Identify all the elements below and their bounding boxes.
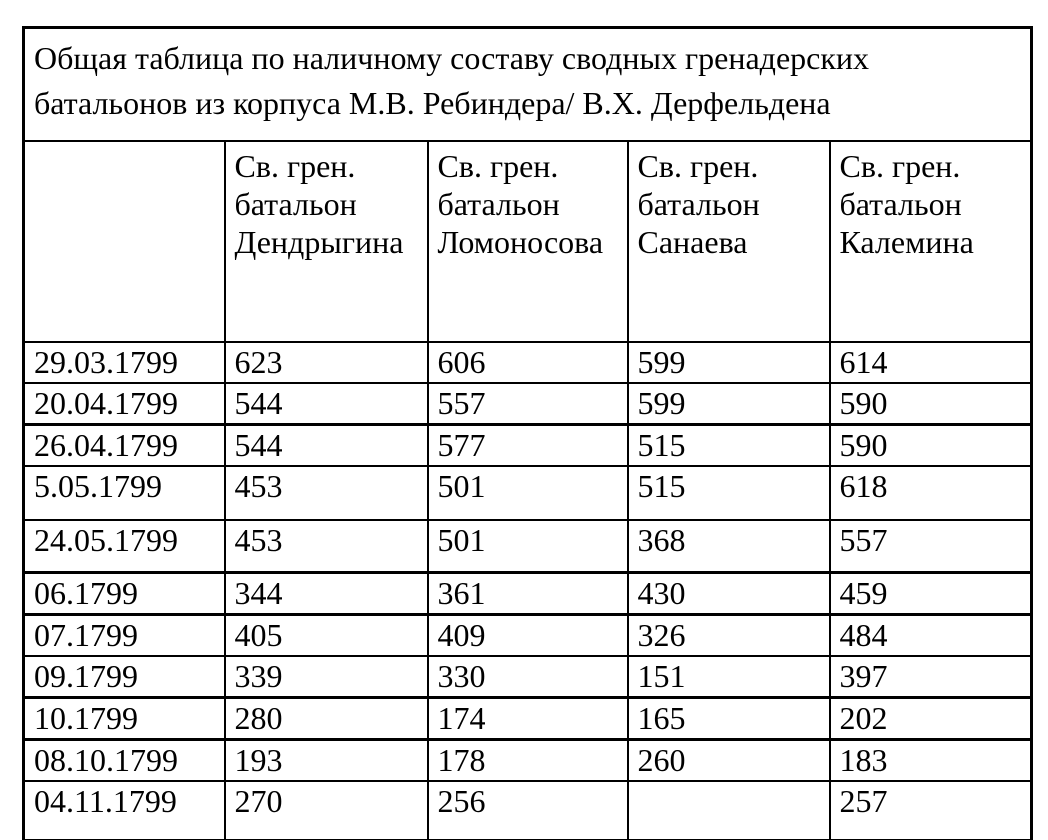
date-cell: 10.1799 [24,698,225,740]
value-cell: 618 [830,466,1032,520]
value-cell: 515 [628,425,830,467]
table-row [24,656,1032,698]
value-cell: 361 [428,573,628,615]
value-cell: 459 [830,573,1032,615]
value-cell: 606 [428,342,628,383]
value-cell: 256 [428,781,628,840]
table-row [24,466,1032,520]
value-cell: 453 [225,466,428,520]
table-row [24,383,1032,425]
table-row [24,740,1032,782]
value-cell: 397 [830,656,1032,698]
table-header-row [24,141,1032,342]
table-row [24,615,1032,657]
value-cell: 257 [830,781,1032,840]
value-cell: 544 [225,383,428,425]
date-cell: 08.10.1799 [24,740,225,782]
table-title-row [24,28,1032,142]
value-cell: 599 [628,383,830,425]
value-cell: 599 [628,342,830,383]
value-cell: 405 [225,615,428,657]
table-row [24,781,1032,840]
table-title: Общая таблица по наличному составу сводных гренадерских батальонов из корпуса М.В. Ребиндера/ В.Х. Дерфельдена [24,28,1032,142]
value-cell: 590 [830,383,1032,425]
value-cell: 501 [428,520,628,573]
table-row [24,573,1032,615]
date-cell: 09.1799 [24,656,225,698]
value-cell: 326 [628,615,830,657]
date-cell: 20.04.1799 [24,383,225,425]
value-cell: 501 [428,466,628,520]
value-cell: 368 [628,520,830,573]
value-cell: 183 [830,740,1032,782]
value-cell: 193 [225,740,428,782]
value-cell: 430 [628,573,830,615]
table-row [24,342,1032,383]
battalion-strength-table [22,26,1033,840]
value-cell: 623 [225,342,428,383]
value-cell: 577 [428,425,628,467]
value-cell: 174 [428,698,628,740]
value-cell: 344 [225,573,428,615]
table-row [24,425,1032,467]
value-cell: 270 [225,781,428,840]
table-row [24,520,1032,573]
header-battalion-dendrygina: Св. грен. батальон Дендрыгина [225,141,428,342]
header-date-empty [24,141,225,342]
value-cell: 614 [830,342,1032,383]
value-cell: 590 [830,425,1032,467]
value-cell [628,781,830,840]
value-cell: 557 [428,383,628,425]
date-cell: 29.03.1799 [24,342,225,383]
date-cell: 5.05.1799 [24,466,225,520]
date-cell: 24.05.1799 [24,520,225,573]
value-cell: 409 [428,615,628,657]
value-cell: 339 [225,656,428,698]
value-cell: 280 [225,698,428,740]
value-cell: 260 [628,740,830,782]
header-battalion-sanaeva: Св. грен. батальон Санаева [628,141,830,342]
value-cell: 330 [428,656,628,698]
date-cell: 07.1799 [24,615,225,657]
date-cell: 06.1799 [24,573,225,615]
value-cell: 515 [628,466,830,520]
value-cell: 557 [830,520,1032,573]
date-cell: 04.11.1799 [24,781,225,840]
table-row [24,698,1032,740]
header-battalion-lomonosova: Св. грен. батальон Ломоносова [428,141,628,342]
value-cell: 151 [628,656,830,698]
value-cell: 202 [830,698,1032,740]
value-cell: 178 [428,740,628,782]
header-battalion-kalemina: Св. грен. батальон Калемина [830,141,1032,342]
value-cell: 544 [225,425,428,467]
value-cell: 165 [628,698,830,740]
value-cell: 484 [830,615,1032,657]
date-cell: 26.04.1799 [24,425,225,467]
value-cell: 453 [225,520,428,573]
